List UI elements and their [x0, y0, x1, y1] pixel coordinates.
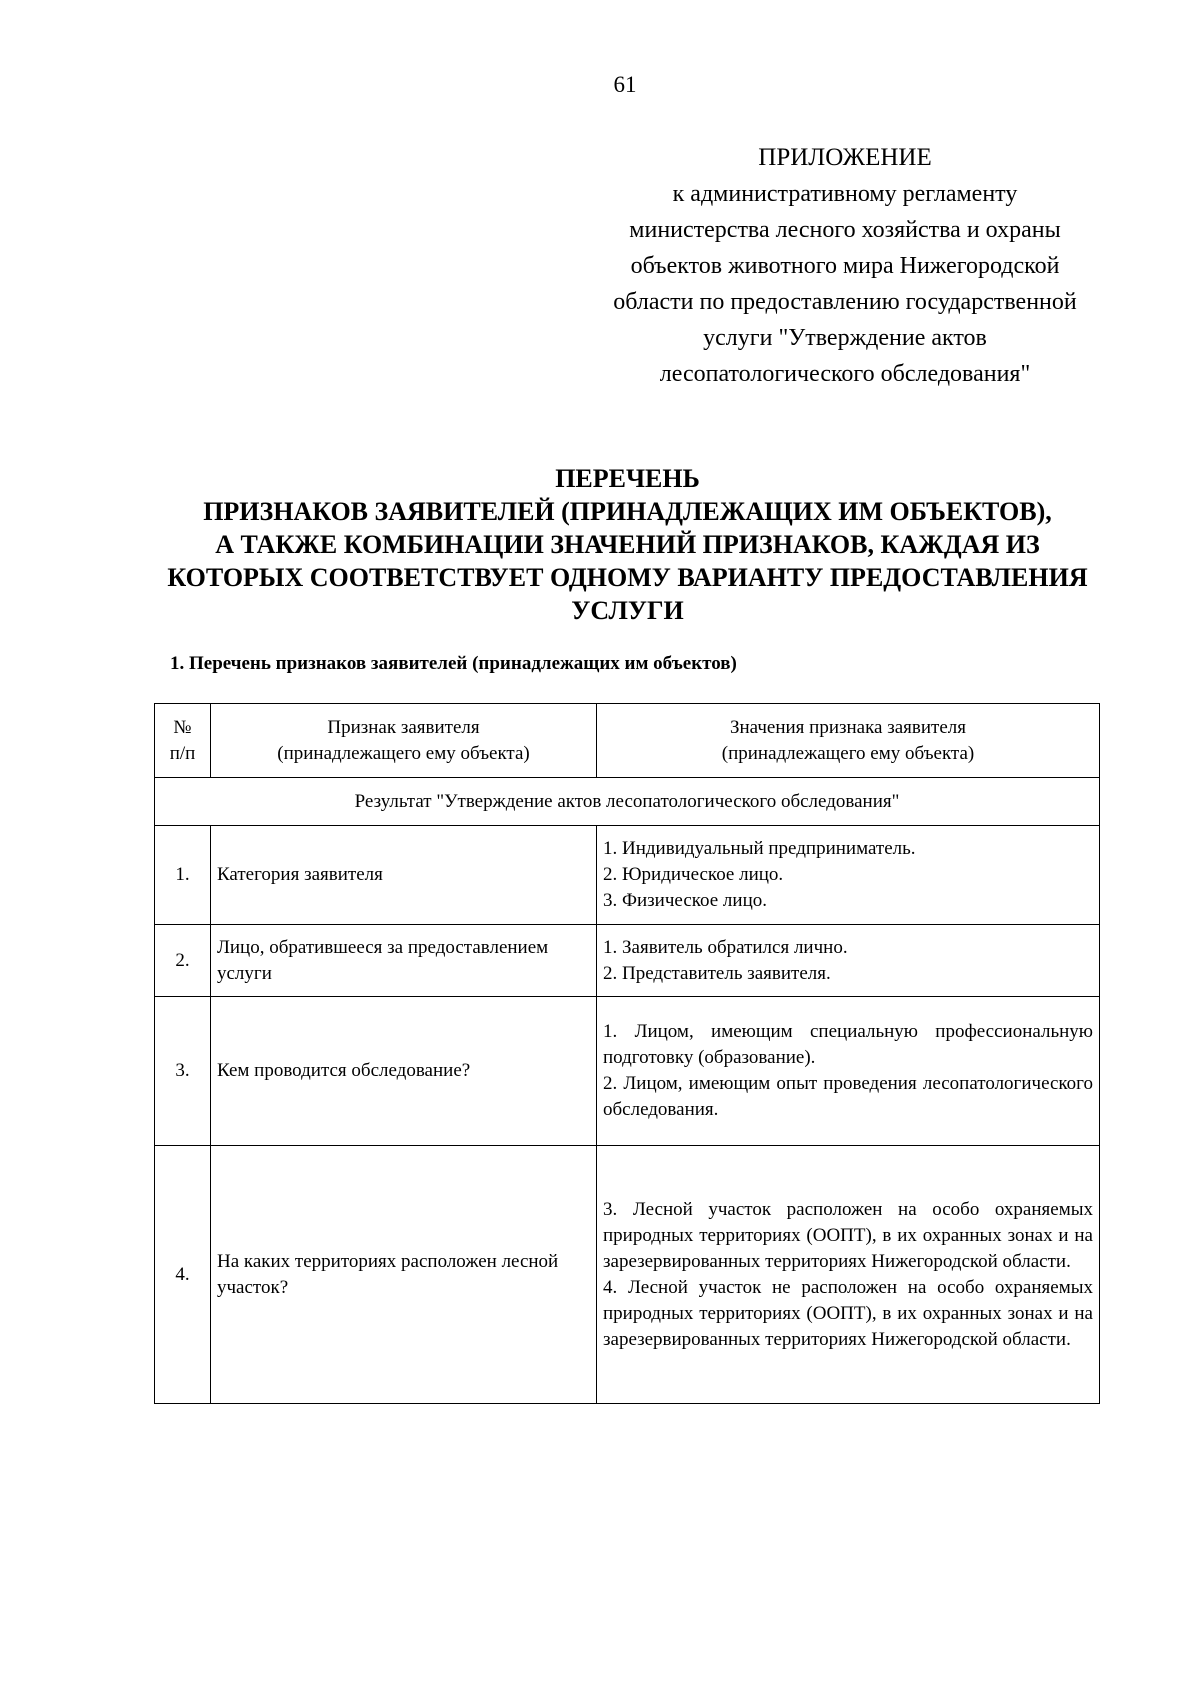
- appendix-line: объектов животного мира Нижегородской: [630, 253, 1060, 279]
- page-number: 61: [613, 72, 637, 97]
- appendix-title: ПРИЛОЖЕНИЕ: [758, 144, 932, 171]
- header-num: [155, 704, 211, 778]
- table-row: [155, 997, 1100, 1146]
- row-number: 2.: [155, 925, 211, 997]
- row-number: 1.: [155, 826, 211, 925]
- header-num-line1: №: [173, 716, 192, 738]
- title-line: ПЕРЕЧЕНЬ: [555, 464, 700, 493]
- header-attr-line2: (принадлежащего ему объекта): [277, 742, 530, 764]
- row-values: [597, 925, 1100, 997]
- result-cell: Результат "Утверждение актов лесопатологического обследования": [155, 778, 1100, 826]
- table-header-row: [155, 704, 1100, 778]
- header-val-line1: Значения признака заявителя: [729, 716, 966, 738]
- row-number: 3.: [155, 997, 211, 1146]
- appendix-line: к административному регламенту: [672, 181, 1018, 207]
- title-line: УСЛУГИ: [571, 596, 684, 625]
- attributes-table: [154, 703, 1100, 1404]
- row-values: [597, 997, 1100, 1146]
- table-row: [155, 826, 1100, 925]
- row-values: [597, 1146, 1100, 1404]
- value-item: 1. Заявитель обратился лично.: [603, 936, 848, 958]
- result-row: [155, 778, 1100, 826]
- appendix-block: [560, 140, 1130, 392]
- value-item: 2. Лицом, имеющим опыт проведения лесопатологического обследования.: [603, 1073, 1093, 1120]
- value-item: 3. Физическое лицо.: [603, 890, 767, 911]
- value-item: 1. Лицом, имеющим специальную профессиональную подготовку (образование).: [603, 1021, 1093, 1068]
- value-item: 3. Лесной участок расположен на особо охраняемых природных территориях (ООПТ), в их охранных зонах и на зарезервированных территориях Нижегородской области.: [603, 1198, 1093, 1272]
- header-val-line2: (принадлежащего ему объекта): [721, 742, 975, 764]
- table-row: [155, 925, 1100, 997]
- value-item: 2. Представитель заявителя.: [603, 962, 831, 984]
- header-attr-line1: Признак заявителя: [327, 716, 480, 738]
- appendix-line: министерства лесного хозяйства и охраны: [629, 217, 1061, 243]
- appendix-line: услуги "Утверждение актов: [703, 325, 987, 351]
- row-attribute: Лицо, обратившееся за предоставлением услуги: [211, 925, 597, 997]
- table-row: [155, 1146, 1100, 1404]
- value-item: 2. Юридическое лицо.: [603, 864, 784, 885]
- header-num-line2: п/п: [169, 742, 196, 764]
- title-line: А ТАКЖЕ КОМБИНАЦИИ ЗНАЧЕНИЙ ПРИЗНАКОВ, КАЖДАЯ ИЗ: [215, 530, 1040, 559]
- value-item: 1. Индивидуальный предприниматель.: [603, 838, 916, 859]
- row-attribute: Категория заявителя: [211, 826, 597, 925]
- title-line: КОТОРЫХ СООТВЕТСТВУЕТ ОДНОМУ ВАРИАНТУ ПРЕДОСТАВЛЕНИЯ: [167, 563, 1088, 592]
- appendix-line: области по предоставлению государственной: [613, 289, 1077, 315]
- row-attribute: На каких территориях расположен лесной участок?: [211, 1146, 597, 1404]
- section-heading: 1. Перечень признаков заявителей (принадлежащих им объектов): [170, 653, 737, 674]
- row-attribute: Кем проводится обследование?: [211, 997, 597, 1146]
- header-attribute: [211, 704, 597, 778]
- header-values: [597, 704, 1100, 778]
- row-values: [597, 826, 1100, 925]
- value-item: 4. Лесной участок не расположен на особо охраняемых природных территориях (ООПТ), в их охранных зонах и на зарезервированных территориях Нижегородской области.: [603, 1276, 1093, 1350]
- row-number: 4.: [155, 1146, 211, 1404]
- appendix-line: лесопатологического обследования": [659, 361, 1031, 387]
- title-line: ПРИЗНАКОВ ЗАЯВИТЕЛЕЙ (ПРИНАДЛЕЖАЩИХ ИМ ОБЪЕКТОВ),: [203, 497, 1052, 526]
- document-title: [110, 462, 1145, 627]
